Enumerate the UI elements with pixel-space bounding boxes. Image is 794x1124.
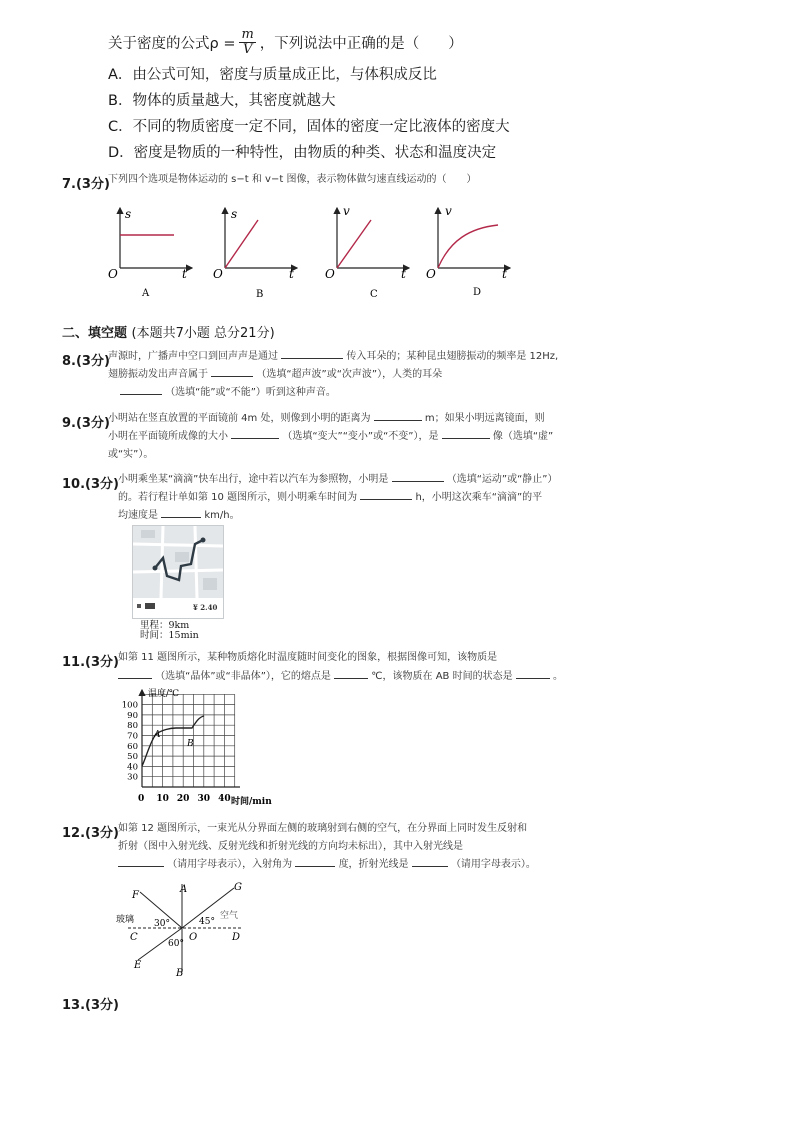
map-caption-time: 时间：15min xyxy=(140,630,199,641)
density-formula-fraction xyxy=(239,28,255,57)
q6-stem-after: ，下列说法中正确的是（ ） xyxy=(259,36,463,52)
label-c: C xyxy=(130,932,138,943)
chart-y-tick-label: 90 xyxy=(127,710,138,721)
graph-c-origin: O xyxy=(325,267,335,281)
chart-point-a: A xyxy=(154,730,161,740)
graph-d-curve xyxy=(438,225,498,268)
ride-map-drawing xyxy=(133,526,223,618)
chart-y-tick-label: 50 xyxy=(127,752,138,763)
q7-number: 7.(3分) xyxy=(62,177,110,192)
map-price: ¥ 2.40 xyxy=(193,603,218,612)
q9-blank-3[interactable] xyxy=(442,426,490,439)
chart-origin: 0 xyxy=(138,794,145,804)
label-air: 空气 xyxy=(220,911,239,921)
q11-blank-2[interactable] xyxy=(334,666,368,679)
q8-line-1: 声源时，广播声中空口到回声声是通过 传入耳朵的；某种昆虫翅膀振动的频率是 12Hz, xyxy=(108,346,558,367)
graph-d-y-label: v xyxy=(445,204,452,218)
q12-blank-1[interactable] xyxy=(118,854,164,867)
graph-a[interactable] xyxy=(108,207,192,299)
chart-y-tick-label: 100 xyxy=(121,700,138,711)
q6-option-c[interactable]: C．不同的物质密度一定不同，固体的密度一定比液体的密度大 xyxy=(108,119,510,135)
fraction-denominator: V xyxy=(242,42,253,57)
chart-point-b: B xyxy=(187,739,194,749)
q13-number: 13.(3分) xyxy=(62,998,119,1013)
label-angle-30: 30° xyxy=(154,919,170,929)
graph-d-caption: D xyxy=(473,287,482,298)
refraction-diagram xyxy=(110,880,260,980)
chart-x-tick-label: 20 xyxy=(176,794,190,804)
chart-ylabel: 温度/℃ xyxy=(148,689,180,699)
q12-line-3: （请用字母表示），入射角为 度，折射光线是 （请用字母表示）。 xyxy=(118,854,536,875)
graph-c-x-label: t xyxy=(401,267,406,281)
q8-blank-1[interactable] xyxy=(281,346,343,359)
q11-blank-3[interactable] xyxy=(516,666,550,679)
graph-b-x-label: t xyxy=(289,267,294,281)
q8-blank-2[interactable] xyxy=(211,364,253,377)
q10-blank-2[interactable] xyxy=(360,487,412,500)
map-end-marker xyxy=(201,538,206,543)
q12-blank-2[interactable] xyxy=(295,854,335,867)
chart-xlabel: 时间/min xyxy=(231,797,272,807)
q9-line-2: 小明在平面镜所成像的大小 （选填“变大”“变小”或“不变”），是 像（选填“虚” xyxy=(108,426,553,447)
graph-b-caption: B xyxy=(256,289,264,300)
q9-blank-1[interactable] xyxy=(374,408,422,421)
label-glass: 玻璃 xyxy=(116,915,135,925)
car-icon xyxy=(145,603,155,609)
q11-number: 11.(3分) xyxy=(62,655,119,670)
section-title-sub: (本题共7小题 总分21分) xyxy=(131,326,275,341)
q8-number: 8.(3分) xyxy=(62,354,110,369)
graph-c-y-label: v xyxy=(343,204,350,218)
chart-x-tick-label: 40 xyxy=(218,794,231,804)
q11-line-1: 如第 11 题图所示，某种物质熔化时温度随时间变化的图象，根据图像可知，该物质是 xyxy=(118,652,498,663)
q10-line-2: 的。若行程计单如第 10 题图所示，则小明乘车时间为 h，小明这次乘车“滴滴”的平 xyxy=(118,487,542,508)
graph-d[interactable] xyxy=(426,204,510,298)
q10-line-3: 均速度是 km/h。 xyxy=(118,505,240,526)
graph-a-caption: A xyxy=(142,288,150,299)
fraction-numerator: m xyxy=(241,27,254,42)
label-angle-60: 60° xyxy=(168,939,184,949)
melting-temperature-chart xyxy=(110,684,290,809)
q6-option-d[interactable]: D．密度是物质的一种特性，由物质的种类、状态和温度决定 xyxy=(108,145,497,161)
label-angle-45: 45° xyxy=(199,917,215,927)
q7-motion-graphs xyxy=(100,198,530,303)
chart-y-tick-label: 80 xyxy=(127,721,138,732)
label-d: D xyxy=(232,932,241,943)
graph-b[interactable] xyxy=(213,207,297,300)
chart-y-tick-label: 60 xyxy=(127,741,138,752)
label-b: B xyxy=(176,968,184,979)
q12-number: 12.(3分) xyxy=(62,826,119,841)
graph-b-origin: O xyxy=(213,267,223,281)
chart-y-tick-label: 70 xyxy=(127,731,138,742)
ride-map-screenshot xyxy=(132,525,224,619)
q8-line-3: （选填“能”或“不能”）听到这种声音。 xyxy=(120,382,336,403)
graph-c[interactable] xyxy=(325,204,409,300)
q10-number: 10.(3分) xyxy=(62,477,119,492)
graph-b-y-label: s xyxy=(231,207,238,221)
q12-line-1: 如第 12 题图所示，一束光从分界面左侧的玻璃射到右侧的空气，在分界面上同时发生反射和 xyxy=(118,823,528,834)
q10-line-1: 小明乘坐某“滴滴”快车出行，途中若以汽车为参照物，小明是 （选填“运动”或“静止”） xyxy=(118,469,557,490)
graph-a-x-label: t xyxy=(182,267,187,281)
label-o: O xyxy=(189,932,198,943)
graph-a-y-label: s xyxy=(125,207,132,221)
label-a: A xyxy=(180,884,188,895)
q12-blank-3[interactable] xyxy=(412,854,448,867)
q8-line-2: 翅膀振动发出声音属于 （选填“超声波”或“次声波”），人类的耳朵 xyxy=(108,364,442,385)
graph-d-origin: O xyxy=(426,267,436,281)
q9-line-1: 小明站在竖直放置的平面镜前 4m 处，则像到小明的距离为 m；如果小明远离镜面，则 xyxy=(108,408,545,429)
q6-option-a[interactable]: A．由公式可知，密度与质量成正比，与体积成反比 xyxy=(108,67,437,83)
label-e: E xyxy=(134,960,142,971)
q8-blank-3[interactable] xyxy=(120,382,162,395)
map-caption-distance: 里程：9km xyxy=(140,620,190,631)
section-title xyxy=(62,322,275,341)
chart-y-ticks xyxy=(122,701,138,783)
q6-stem-before: 关于密度的公式ρ = xyxy=(108,36,236,52)
chart-x-tick-label: 10 xyxy=(156,794,169,804)
section-title-main: 二、填空题 xyxy=(62,326,128,341)
q9-blank-2[interactable] xyxy=(231,426,279,439)
q6-stem xyxy=(108,28,463,57)
graph-c-linear-line xyxy=(337,220,371,268)
label-g: G xyxy=(234,882,242,893)
q6-option-b[interactable]: B．物体的质量越大，其密度就越大 xyxy=(108,93,336,109)
chart-y-tick-label: 40 xyxy=(127,762,138,773)
label-f: F xyxy=(132,890,139,901)
graph-a-origin: O xyxy=(108,267,118,281)
q9-line-3: 或“实”）。 xyxy=(108,449,154,460)
graph-d-x-label: t xyxy=(502,267,507,281)
q11-blank-1[interactable] xyxy=(118,666,152,679)
q11-line-2: （选填“晶体”或“非晶体”），它的熔点是 ℃，该物质在 AB 时间的状态是 。 xyxy=(118,666,563,687)
q7-text: 下列四个选项是物体运动的 s−t 和 v−t 图像，表示物体做匀速直线运动的（ ） xyxy=(108,174,477,185)
q10-blank-1[interactable] xyxy=(392,469,444,482)
map-start-marker xyxy=(153,566,158,571)
q9-number: 9.(3分) xyxy=(62,416,110,431)
q12-line-2: 折射（图中入射光线、反射光线和折射光线的方向均未标出），其中入射光线是 xyxy=(118,841,463,852)
chart-x-tick-label: 30 xyxy=(197,794,211,804)
q10-blank-3[interactable] xyxy=(161,505,201,518)
chart-x-ticks xyxy=(156,794,230,804)
chart-y-tick-label: 30 xyxy=(127,772,138,783)
graph-b-linear-line xyxy=(225,220,258,268)
graph-c-caption: C xyxy=(370,289,378,300)
